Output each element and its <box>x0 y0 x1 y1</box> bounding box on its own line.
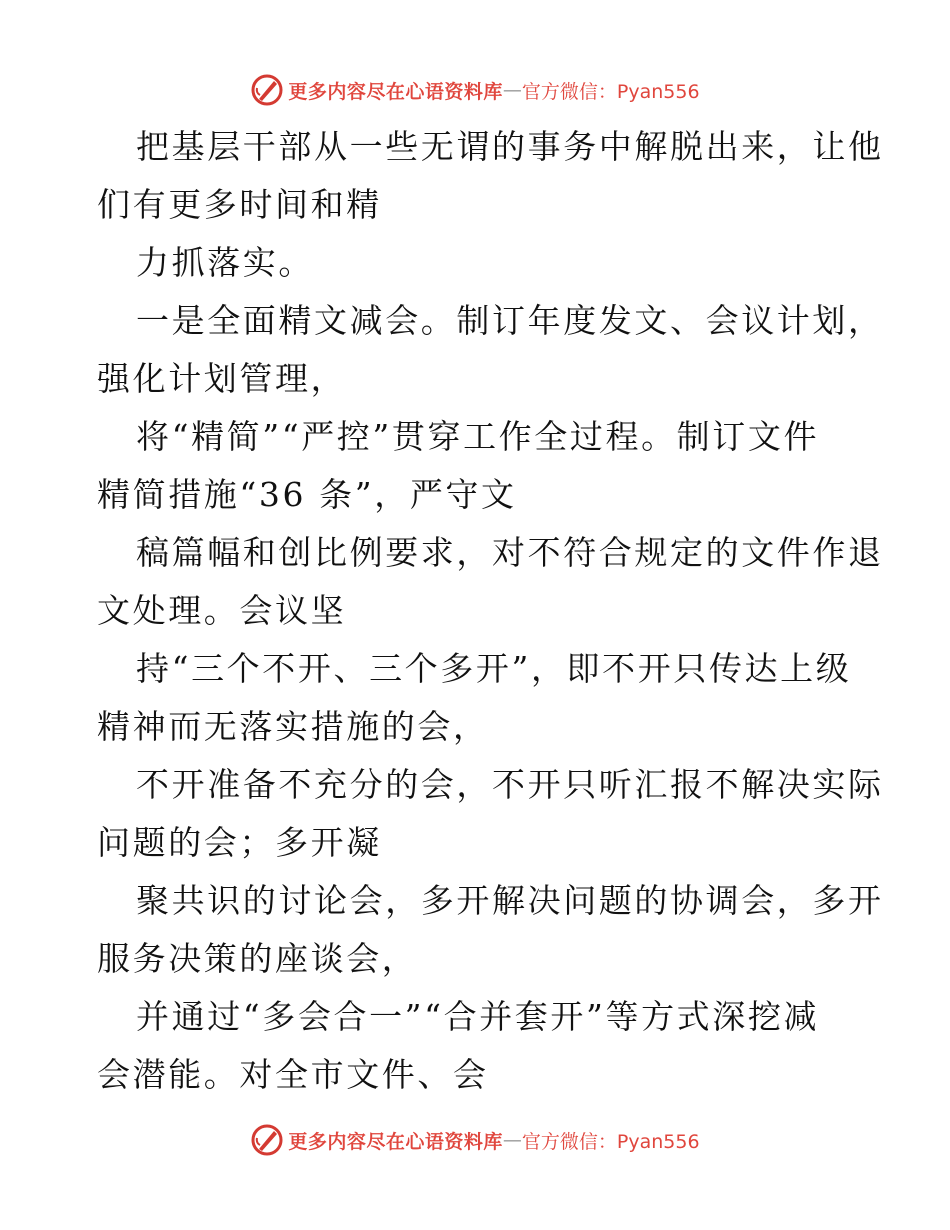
header-title: 更多内容尽在心语资料库 <box>288 80 503 103</box>
document-body <box>97 118 884 1104</box>
body-line: 文处理。会议坚 <box>97 591 347 630</box>
body-line: 稿篇幅和创比例要求，对不符合规定的文件作退 <box>136 533 884 572</box>
quill-logo-icon <box>250 73 284 107</box>
body-line: 精简措施“36 条”，严守文 <box>97 475 517 514</box>
body-line: 不开准备不充分的会，不开只听汇报不解决实际 <box>136 765 884 804</box>
body-line: 服务决策的座谈会， <box>97 939 418 978</box>
footer-wechat: 官方微信：Pyan556 <box>521 1130 700 1153</box>
body-line: 一是全面精文减会。制订年度发文、会议计划， <box>136 301 884 340</box>
body-line: 问题的会；多开凝 <box>97 823 382 862</box>
body-line: 把基层干部从一些无谓的事务中解脱出来，让他 <box>136 127 884 166</box>
body-line: 们有更多时间和精 <box>97 185 382 224</box>
body-line: 力抓落实。 <box>136 243 314 282</box>
header-wechat: 官方微信：Pyan556 <box>521 80 700 103</box>
header-separator: — <box>502 79 522 101</box>
footer-title: 更多内容尽在心语资料库 <box>288 1130 503 1153</box>
footer-banner <box>0 1120 950 1160</box>
header-banner <box>0 70 950 110</box>
quill-logo-icon <box>250 1123 284 1157</box>
footer-separator: — <box>502 1129 522 1151</box>
body-line: 精神而无落实措施的会， <box>97 707 489 746</box>
body-line: 聚共识的讨论会，多开解决问题的协调会，多开 <box>136 881 884 920</box>
body-line: 强化计划管理， <box>97 359 347 398</box>
body-line: 并通过“多会合一”“合并套开”等方式深挖减 <box>136 997 820 1036</box>
body-line: 将“精简”“严控”贯穿工作全过程。制订文件 <box>136 417 820 456</box>
body-line: 持“三个不开、三个多开”，即不开只传达上级 <box>136 649 852 688</box>
body-line: 会潜能。对全市文件、会 <box>97 1055 489 1094</box>
